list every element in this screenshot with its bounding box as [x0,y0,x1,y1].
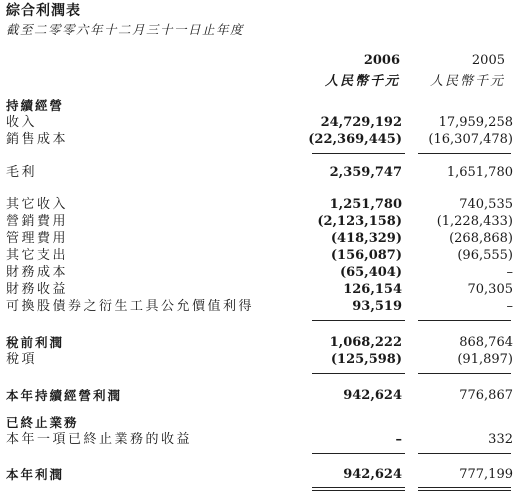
row-label: 可換股債券之衍生工具公允價值利得 [6,299,255,314]
row-label: 持續經營 [6,98,65,113]
value-2005: 776,867 [459,388,513,403]
value-2006: 93,519 [352,299,402,314]
subtotal-rule-2005 [418,320,511,321]
row-label: 本年一項已終止業務的收益 [6,432,193,447]
row-label: 其它收入 [6,197,69,212]
row-revenue [0,114,519,131]
value-2006: 2,359,747 [329,165,402,180]
row-selling-expenses [0,213,519,230]
row-other-expenses [0,247,519,264]
row-label: 財務收益 [6,282,69,297]
value-2005: 17,959,258 [438,115,513,130]
value-2006: (418,329) [330,231,402,246]
row-other-income [0,196,519,213]
value-2005: (16,307,478) [428,132,513,147]
value-2006: (22,369,445) [308,132,402,147]
subtotal-rule-2005 [418,153,511,154]
value-2006: 1,251,780 [329,197,402,212]
value-2006: (65,404) [339,265,402,280]
value-2005: 740,535 [459,197,513,212]
row-cost-of-sales [0,131,519,148]
row-profit-continuing [0,387,519,404]
value-2005: 868,764 [459,335,513,350]
column-year-2006: 2006 [363,53,400,68]
value-2006: 126,154 [343,282,402,297]
row-fair-value-gain [0,298,519,315]
value-2005: 70,305 [467,282,513,297]
value-2006: (125,598) [330,352,402,367]
subtotal-rule-2006 [312,453,405,454]
value-2005: – [506,265,513,280]
row-label: 財務成本 [6,265,69,280]
statement-title: 綜合利潤表 [6,3,81,19]
section-discontinued-operations [0,414,519,431]
value-2005: (96,555) [457,248,513,263]
value-2005: – [506,299,513,314]
total-double-rule-2006-bottom [312,490,405,491]
row-label: 稅項 [6,352,38,367]
value-2006: 1,068,222 [329,335,402,350]
row-admin-expenses [0,230,519,247]
column-unit-2006: 人民幣千元 [324,74,400,89]
row-profit-before-tax [0,334,519,351]
subtotal-rule-2006 [312,373,405,374]
row-label: 稅前利潤 [6,335,65,350]
row-label: 收入 [6,115,38,130]
row-finance-income [0,281,519,298]
value-2005: 777,199 [459,467,513,482]
column-unit-2005: 人民幣千元 [429,74,505,89]
subtotal-rule-2006 [312,320,405,321]
value-2006: (2,123,158) [317,214,402,229]
row-label: 銷售成本 [6,132,69,147]
row-label: 毛利 [6,165,38,180]
row-label: 管理費用 [6,231,69,246]
row-gross-profit [0,164,519,181]
value-2005: (268,868) [449,231,513,246]
total-double-rule-2006-top [312,487,405,488]
value-2006: 942,624 [343,388,402,403]
section-continuing-operations [0,97,519,114]
value-2006: (156,087) [330,248,402,263]
value-2005: (1,228,433) [436,214,513,229]
total-double-rule-2005-top [418,487,511,488]
subtotal-rule-2005 [418,453,511,454]
subtotal-rule-2005 [418,373,511,374]
value-2006: 942,624 [343,467,402,482]
column-year-2005: 2005 [471,53,505,68]
row-label: 營銷費用 [6,214,69,229]
row-label: 其它支出 [6,248,69,263]
subtotal-rule-2006 [312,153,405,154]
row-taxation [0,351,519,368]
total-double-rule-2005-bottom [418,490,511,491]
row-label: 本年利潤 [6,467,65,482]
value-2005: 332 [488,432,513,447]
value-2006: 24,729,192 [320,115,402,130]
value-2005: 1,651,780 [446,165,513,180]
row-finance-costs [0,264,519,281]
row-discontinued-profit [0,431,519,448]
value-2005: (91,897) [457,352,513,367]
value-2006: – [395,432,402,447]
row-profit-for-year [0,466,519,483]
row-label: 已終止業務 [6,415,79,430]
statement-period: 截至二零零六年十二月三十一日止年度 [6,22,245,37]
row-label: 本年持續經營利潤 [6,388,123,403]
